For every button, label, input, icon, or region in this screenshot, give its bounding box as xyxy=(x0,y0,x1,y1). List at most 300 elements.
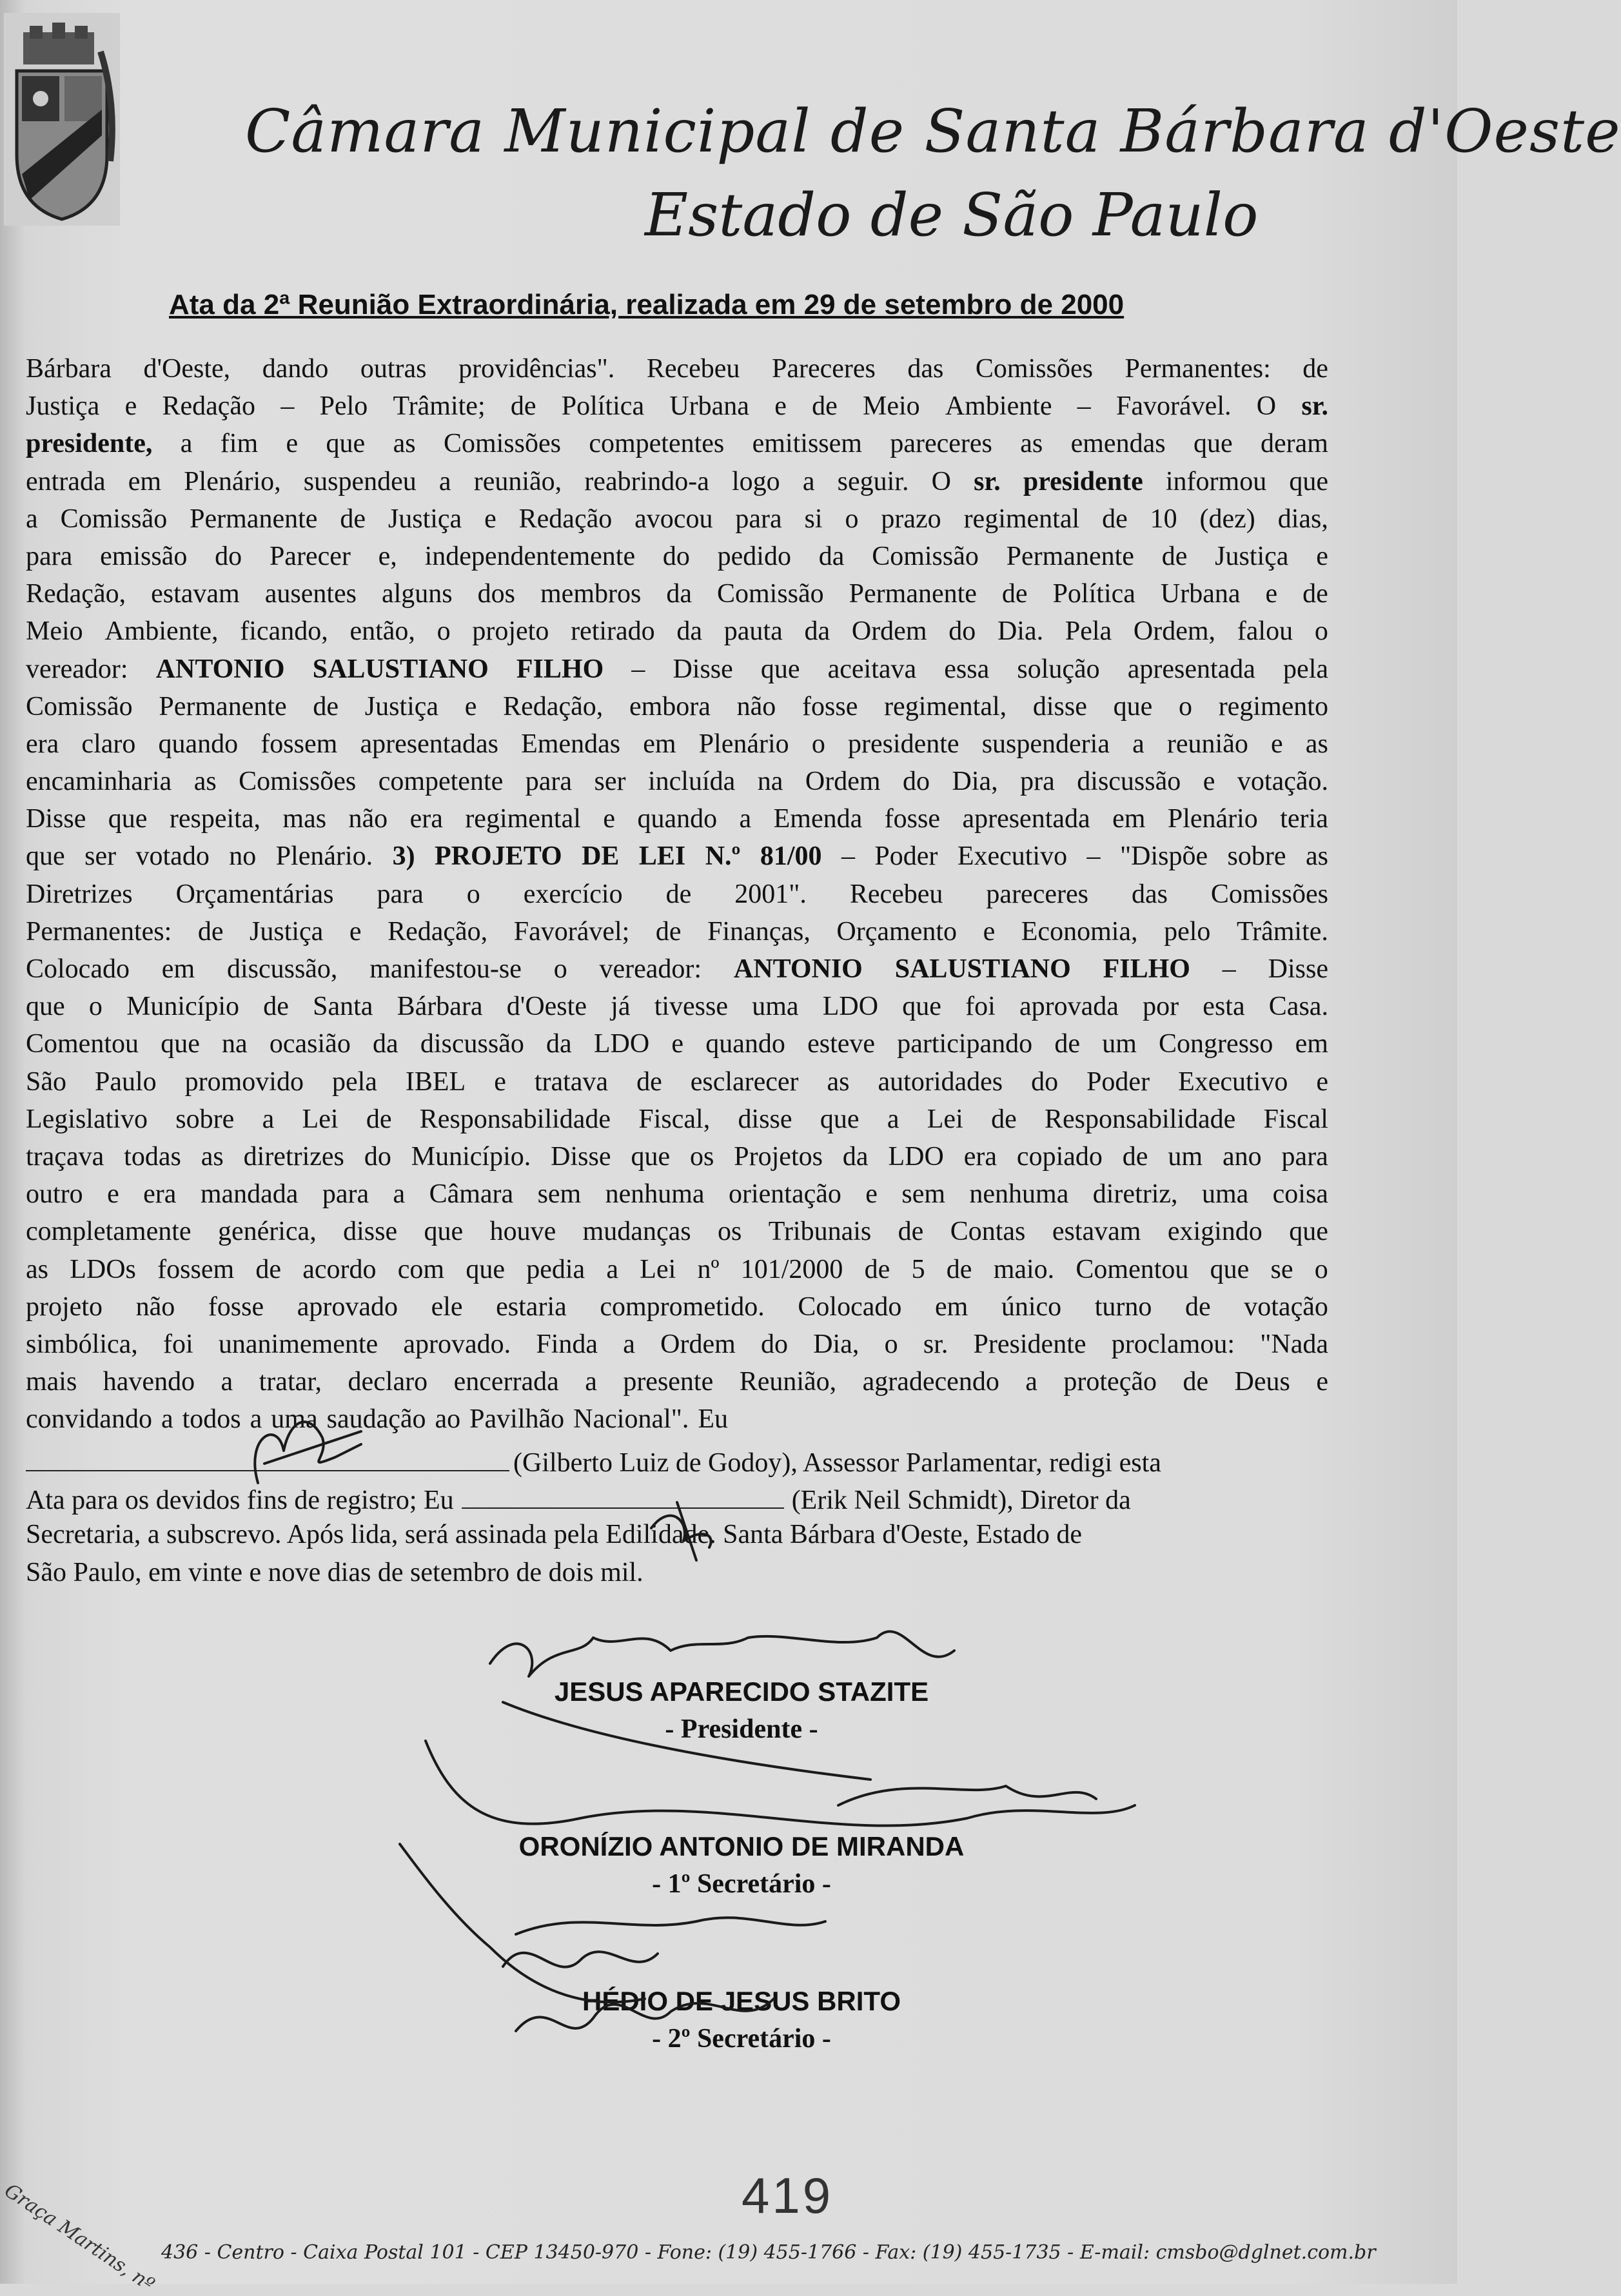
body-word: ele xyxy=(431,1291,463,1322)
body-word: – xyxy=(1077,391,1091,422)
body-word: Legislativo xyxy=(26,1104,148,1134)
body-word: exercício xyxy=(523,879,623,909)
body-word: de xyxy=(864,1254,890,1284)
body-word: um xyxy=(1102,1029,1137,1059)
body-word: acordo xyxy=(302,1254,377,1284)
body-word: na xyxy=(757,767,783,797)
body-word: emissão xyxy=(100,541,188,571)
body-word: a xyxy=(606,1254,619,1284)
body-word: Município xyxy=(126,992,240,1022)
body-word: diretrizes xyxy=(243,1141,344,1172)
body-word: simbólica, xyxy=(26,1329,138,1359)
body-word: Colocado xyxy=(798,1291,902,1322)
body-word: Tribunais xyxy=(768,1217,872,1247)
body-word: O xyxy=(931,466,951,496)
body-word: Nacional". xyxy=(573,1404,689,1435)
body-line xyxy=(26,1291,1328,1329)
body-word: proclamou: xyxy=(1111,1329,1235,1359)
body-word: Pelo xyxy=(319,391,368,422)
body-line xyxy=(26,691,1328,729)
body-word: Ordem, xyxy=(1133,616,1216,647)
body-word: a xyxy=(1132,729,1145,759)
body-word: – xyxy=(631,654,645,684)
body-word: as xyxy=(193,767,217,797)
body-word: respeita, xyxy=(169,804,260,834)
body-word: a xyxy=(180,429,193,459)
body-word: para xyxy=(26,541,73,571)
body-word: que xyxy=(161,1029,200,1059)
body-word: Permanente xyxy=(1006,541,1134,571)
body-word: nº xyxy=(697,1254,720,1284)
body-word: Meio xyxy=(863,391,920,422)
body-line xyxy=(26,1066,1328,1104)
body-word: Recebeu xyxy=(646,354,740,384)
body-word: pedido xyxy=(717,541,791,571)
secretary-block xyxy=(26,1444,1328,1594)
body-word: Justiça xyxy=(1215,541,1289,571)
body-word: Ordem xyxy=(851,616,927,647)
body-word: Comissões xyxy=(239,767,357,797)
body-word: para xyxy=(735,504,782,534)
body-word: não xyxy=(736,691,776,721)
body-word: esclarecer xyxy=(690,1066,799,1097)
body-word: todos xyxy=(182,1404,241,1435)
body-word: retirado xyxy=(571,616,655,647)
body-word: disse xyxy=(1032,691,1087,721)
body-word: diretriz, xyxy=(1092,1179,1178,1210)
body-word: DE xyxy=(582,841,620,872)
body-word: unanimemente xyxy=(218,1329,378,1359)
body-word: Urbana xyxy=(669,391,749,422)
body-word: a xyxy=(887,1104,899,1134)
body-word: que xyxy=(466,1254,505,1284)
body-word: 101/2000 xyxy=(740,1254,843,1284)
body-line xyxy=(26,616,1328,653)
body-word: outras xyxy=(360,354,427,384)
body-word: Lei xyxy=(927,1104,963,1134)
body-word: presente xyxy=(623,1367,714,1397)
body-word: Congresso xyxy=(1159,1029,1273,1059)
body-word: estaria xyxy=(496,1291,567,1322)
body-line xyxy=(26,1141,1328,1179)
body-word: Emendas xyxy=(521,729,621,759)
body-line xyxy=(26,1254,1328,1291)
body-word: de xyxy=(197,916,224,947)
body-line xyxy=(26,578,1328,616)
body-word: para xyxy=(322,1179,369,1210)
body-word: uma xyxy=(271,1404,318,1435)
signature-line-erik xyxy=(462,1482,784,1509)
body-word: em xyxy=(128,466,162,496)
body-word: embora xyxy=(629,691,711,721)
signatory-first-secretary-role: - 1º Secretário - xyxy=(652,1869,831,1899)
body-word: Dia. xyxy=(997,616,1044,647)
footer-street: Graça Martins, nº xyxy=(0,2179,159,2296)
body-word: vereador: xyxy=(599,954,702,984)
body-word: regimental xyxy=(963,504,1080,534)
body-word: Comissões xyxy=(1210,879,1328,909)
body-word: dos xyxy=(477,579,516,609)
body-word: sr. xyxy=(1301,391,1328,422)
body-word: suspenderia xyxy=(981,729,1110,759)
body-word: uma xyxy=(1201,1179,1249,1210)
secretary-line-subscrevo: Secretaria, a subscrevo. Após lida, será assinada pela Edilidade. Santa Bárbara d'Oeste, Estado de xyxy=(26,1520,1082,1550)
body-line xyxy=(26,1404,1328,1441)
body-word: do xyxy=(903,767,930,797)
body-word: mandada xyxy=(200,1179,299,1210)
body-word: foi xyxy=(163,1329,193,1359)
body-word: de xyxy=(1302,579,1328,609)
body-word: Colocado xyxy=(26,954,130,984)
body-word: ser xyxy=(84,841,117,872)
body-word: e xyxy=(124,391,137,422)
body-word: Paulo xyxy=(94,1066,157,1097)
body-word: da xyxy=(842,1141,869,1172)
body-word: participando xyxy=(897,1029,1033,1059)
body-word: Pavilhão xyxy=(469,1404,565,1435)
body-word: Economia, xyxy=(1021,916,1138,947)
body-word: PROJETO xyxy=(435,841,562,872)
body-word: Eu xyxy=(698,1404,729,1435)
body-word: e xyxy=(107,1179,119,1210)
body-line xyxy=(26,1366,1328,1404)
body-word: 5 xyxy=(911,1254,925,1284)
body-word: outro xyxy=(26,1179,83,1210)
body-word: Disse xyxy=(551,1141,611,1172)
body-word: nenhuma xyxy=(969,1179,1069,1210)
body-word: as xyxy=(827,1066,850,1097)
body-word: Permanente xyxy=(190,504,318,534)
body-word: Permanentes: xyxy=(26,916,172,947)
body-word: no xyxy=(229,841,257,872)
body-word: de xyxy=(1185,1291,1211,1322)
body-line xyxy=(26,803,1328,841)
body-word: aprovado. xyxy=(403,1329,511,1359)
body-word: logo xyxy=(732,466,780,496)
body-word: a xyxy=(393,1179,406,1210)
body-word: encerrada xyxy=(453,1367,559,1397)
body-word: pareceres xyxy=(890,429,992,459)
body-word: esta xyxy=(1203,992,1245,1022)
body-word: 10 xyxy=(1150,504,1177,534)
body-word: da xyxy=(666,579,692,609)
body-word: Comissão xyxy=(26,691,133,721)
body-word: a xyxy=(585,1367,597,1397)
body-word: reabrindo-a xyxy=(584,466,709,496)
body-word: Justiça xyxy=(250,916,324,947)
body-word: orientação xyxy=(728,1179,841,1210)
body-word: do xyxy=(761,1329,788,1359)
body-word: a xyxy=(438,466,451,496)
body-word: Município. xyxy=(411,1141,531,1172)
body-word: promovido xyxy=(184,1066,304,1097)
body-word: coisa xyxy=(1272,1179,1328,1210)
body-word: que xyxy=(1289,1217,1328,1247)
body-word: de xyxy=(1102,504,1128,534)
body-word: regimental xyxy=(465,804,581,834)
body-word: Poder xyxy=(1086,1066,1150,1097)
body-word: presidente, xyxy=(26,429,153,459)
body-word: LDO xyxy=(593,1029,650,1059)
body-line xyxy=(26,428,1328,466)
body-word: e xyxy=(1316,541,1328,571)
body-word: discussão, xyxy=(226,954,338,984)
body-word: Diretrizes xyxy=(26,879,133,909)
body-word: a xyxy=(221,1367,233,1397)
body-word: em xyxy=(934,1291,968,1322)
body-word: autoridades xyxy=(878,1066,1003,1097)
body-word: independentemente xyxy=(424,541,636,571)
body-word: Meio xyxy=(26,616,83,647)
body-word: fosse xyxy=(884,804,940,834)
body-word: Redação xyxy=(518,504,613,534)
body-word: Permanente xyxy=(849,579,977,609)
body-word: não xyxy=(348,804,388,834)
body-word: com xyxy=(397,1254,445,1284)
body-word: o xyxy=(466,879,480,909)
body-word: votação. xyxy=(1237,767,1328,797)
body-word: votação xyxy=(1244,1291,1328,1322)
body-word: que xyxy=(108,804,148,834)
body-line xyxy=(26,1104,1328,1141)
body-word: LEI xyxy=(638,841,686,872)
body-word: o xyxy=(845,504,859,534)
body-word: competente xyxy=(378,767,504,797)
body-word: turno xyxy=(1094,1291,1152,1322)
body-word: LDOs xyxy=(70,1254,136,1284)
body-word: para xyxy=(525,767,573,797)
body-word: Lei xyxy=(640,1254,676,1284)
body-word: discussão xyxy=(420,1029,524,1059)
body-line xyxy=(26,504,1328,541)
body-word: do xyxy=(948,616,976,647)
body-word: Comissão xyxy=(716,579,824,609)
body-word: Comentou xyxy=(1076,1254,1189,1284)
body-word: d'Oeste xyxy=(506,992,587,1022)
body-word: Ambiente xyxy=(945,391,1052,422)
body-word: de xyxy=(313,691,339,721)
body-word: quando xyxy=(158,729,239,759)
body-word: que xyxy=(1193,429,1233,459)
body-word: SALUSTIANO xyxy=(894,954,1071,984)
body-word: Presidente xyxy=(973,1329,1086,1359)
body-word: ficando, xyxy=(240,616,328,647)
body-word: Responsabilidade xyxy=(419,1104,611,1134)
body-word: incluída xyxy=(647,767,736,797)
body-word: Redação, xyxy=(388,916,488,947)
body-word: FILHO xyxy=(516,654,604,684)
body-word: Urbana xyxy=(1160,579,1241,609)
body-word: Finda xyxy=(536,1329,598,1359)
body-word: Bárbara xyxy=(397,992,483,1022)
body-word: convidando xyxy=(26,1404,152,1435)
body-word: tratava xyxy=(534,1066,609,1097)
header-chamber-name: Câmara Municipal de Santa Bárbara d'Oeste xyxy=(245,97,1621,166)
body-word: havendo xyxy=(103,1367,195,1397)
body-word: que xyxy=(26,992,65,1022)
body-word: (dez) xyxy=(1199,504,1255,534)
body-word: o xyxy=(1314,1254,1328,1284)
secretary-line-date: São Paulo, em vinte e nove dias de setembro de dois mil. xyxy=(26,1557,643,1587)
body-word: de xyxy=(655,916,682,947)
body-word: deram xyxy=(1260,429,1328,459)
body-word: de xyxy=(1302,354,1328,384)
body-word: era xyxy=(26,729,59,759)
header-state-name: Estado de São Paulo xyxy=(645,181,1259,250)
body-word: o xyxy=(811,729,825,759)
body-word: aprovado xyxy=(297,1291,398,1322)
body-word: providências". xyxy=(458,354,615,384)
body-word: Fiscal xyxy=(1263,1104,1328,1134)
body-word: 81/00 xyxy=(760,841,822,872)
body-word: Comentou xyxy=(26,1029,139,1059)
body-word: emendas xyxy=(1070,429,1166,459)
body-word: informou xyxy=(1165,466,1267,496)
body-word: em xyxy=(643,729,676,759)
body-word: e xyxy=(603,804,615,834)
body-word: da xyxy=(818,541,845,571)
body-word: encaminharia xyxy=(26,767,172,797)
body-word: de xyxy=(1161,541,1188,571)
body-word: era xyxy=(963,1141,997,1172)
body-word: Responsabilidade xyxy=(1045,1104,1236,1134)
body-word: de xyxy=(1054,1029,1080,1059)
body-word: projeto xyxy=(26,1291,103,1322)
body-word: a xyxy=(802,466,815,496)
body-word: das xyxy=(1131,879,1168,909)
body-line xyxy=(26,1028,1328,1066)
body-line xyxy=(26,654,1328,691)
body-word: – xyxy=(1086,841,1101,872)
body-word: do xyxy=(662,541,690,571)
body-word: de xyxy=(340,504,366,534)
body-word: prazo xyxy=(881,504,941,534)
body-word: os xyxy=(690,1141,714,1172)
body-word: discussão xyxy=(1077,767,1181,797)
body-word: pedia xyxy=(526,1254,585,1284)
body-word: IBEL xyxy=(405,1066,466,1097)
body-word: proteção xyxy=(1063,1367,1157,1397)
body-word: reunião xyxy=(1166,729,1248,759)
body-word: essa xyxy=(944,654,990,684)
body-word: a xyxy=(161,1404,173,1435)
body-word: o xyxy=(1314,616,1328,647)
body-word: sobre xyxy=(1227,841,1286,872)
body-word: de xyxy=(366,1104,392,1134)
body-word: para xyxy=(377,879,424,909)
body-word: Câmara xyxy=(429,1179,514,1210)
body-word: de xyxy=(263,992,289,1022)
body-word: que xyxy=(760,654,800,684)
body-word: Reunião, xyxy=(739,1367,837,1397)
body-line xyxy=(26,841,1328,878)
body-word: traçava xyxy=(26,1141,104,1172)
body-word: avocou xyxy=(634,504,713,534)
body-word: 2001". xyxy=(734,879,807,909)
body-word: exigindo xyxy=(1167,1217,1262,1247)
signatory-second-secretary-name: HÉDIO DE JESUS BRITO xyxy=(582,1986,901,2016)
body-word: os xyxy=(718,1217,742,1247)
body-word: pra xyxy=(1020,767,1055,797)
body-word: e xyxy=(484,504,496,534)
body-word: e xyxy=(671,1029,684,1059)
body-word: São xyxy=(26,1066,66,1097)
body-word: de xyxy=(1001,579,1028,609)
body-word: Favorável; xyxy=(513,916,630,947)
body-word: Disse xyxy=(673,654,733,684)
body-line xyxy=(26,466,1328,504)
body-word: e xyxy=(1203,767,1215,797)
body-word: emitissem xyxy=(752,429,862,459)
body-word: de xyxy=(636,1066,662,1097)
coat-of-arms-icon xyxy=(4,13,120,226)
body-word: apresentadas xyxy=(360,729,499,759)
body-word: manifestou-se xyxy=(369,954,522,984)
body-word: Permanentes: xyxy=(1125,354,1271,384)
body-word: de xyxy=(255,1254,282,1284)
body-word: foi xyxy=(965,992,996,1022)
body-word: em xyxy=(1295,1029,1328,1059)
body-word: Orçamentárias xyxy=(175,879,334,909)
body-word: esteve xyxy=(807,1029,876,1059)
body-word: Finanças, xyxy=(707,916,810,947)
body-word: saudação xyxy=(326,1404,426,1435)
body-word: de xyxy=(898,1217,924,1247)
body-word: Plenário xyxy=(1167,804,1258,834)
body-word: as xyxy=(26,1254,48,1284)
body-word: – xyxy=(1222,954,1236,984)
body-word: projeto xyxy=(472,616,549,647)
body-line xyxy=(26,954,1328,991)
body-word: as xyxy=(201,1141,224,1172)
body-line xyxy=(26,1179,1328,1216)
signature-line-gilberto xyxy=(26,1444,509,1471)
body-word: Executivo xyxy=(957,841,1068,872)
body-word: ao xyxy=(435,1404,461,1435)
body-word: ANTONIO xyxy=(733,954,863,984)
body-word: que xyxy=(1113,691,1153,721)
body-word: quando xyxy=(637,804,718,834)
body-word: ausentes xyxy=(264,579,357,609)
body-word: seguir. xyxy=(837,466,909,496)
body-word: na xyxy=(222,1029,248,1059)
body-word: e xyxy=(1271,729,1283,759)
body-line xyxy=(26,391,1328,428)
body-word: falou xyxy=(1237,616,1293,647)
body-word: o xyxy=(553,954,567,984)
body-word: Justiça xyxy=(388,504,462,534)
body-word: Contas xyxy=(950,1217,1026,1247)
body-line xyxy=(26,729,1328,766)
body-word: era xyxy=(143,1179,177,1210)
body-word: ser xyxy=(594,767,626,797)
body-word: e xyxy=(774,391,787,422)
body-word: Comissão xyxy=(872,541,979,571)
body-word: e xyxy=(1316,1066,1328,1097)
body-word: vereador: xyxy=(26,654,128,684)
body-line xyxy=(26,541,1328,578)
body-word: sem xyxy=(901,1179,945,1210)
body-word: uma xyxy=(752,992,799,1022)
body-word: Comissão xyxy=(60,504,168,534)
body-word: que xyxy=(26,841,65,872)
body-word: dando xyxy=(262,354,329,384)
body-word: para xyxy=(1281,1141,1328,1172)
body-word: em xyxy=(1112,804,1146,834)
body-word: não xyxy=(135,1291,175,1322)
body-word: e xyxy=(464,691,477,721)
body-line xyxy=(26,766,1328,803)
